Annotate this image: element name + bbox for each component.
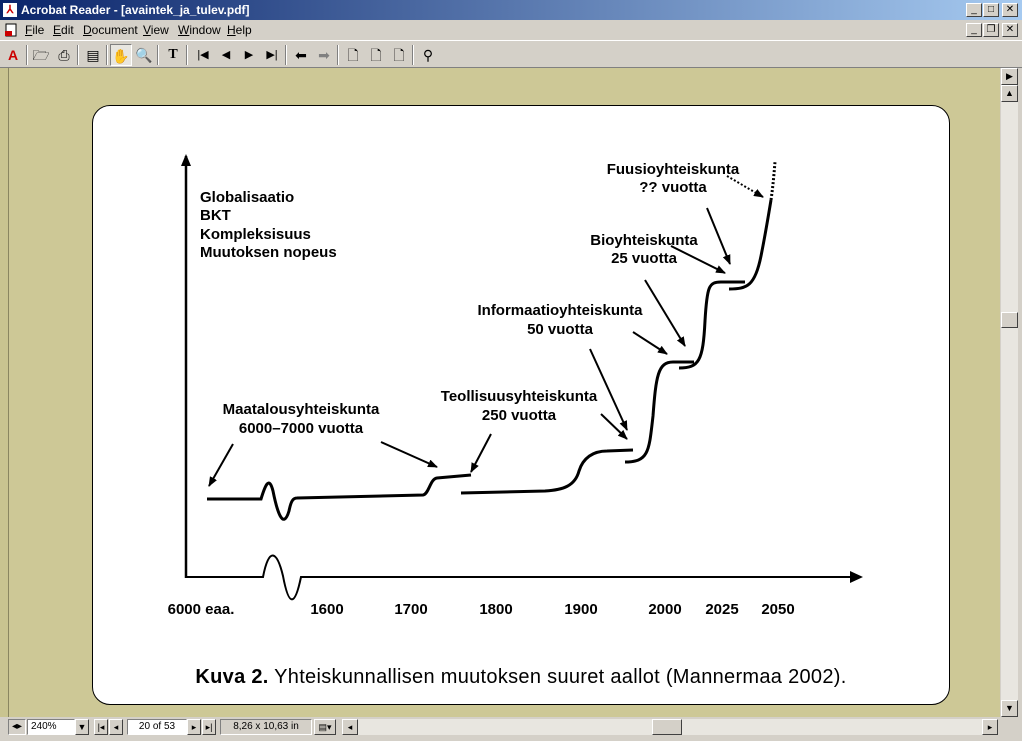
toolbar-separator: [337, 45, 339, 65]
stage-name: Bioyhteiskunta: [590, 232, 698, 249]
horizontal-scroll-thumb[interactable]: [652, 719, 682, 735]
page-number-field[interactable]: 20 of 53: [127, 719, 187, 735]
toolbar-separator: [26, 45, 28, 65]
go-back-icon[interactable]: ⬅: [295, 47, 307, 63]
arrow-bio-start: [645, 280, 685, 346]
arrow-industrial-end: [601, 414, 627, 439]
toolbar-separator: [285, 45, 287, 65]
figure-caption: [93, 666, 949, 689]
split-handle-icon[interactable]: ◂▸: [8, 719, 26, 735]
arrow-fusion-start: [707, 208, 730, 264]
arrow-agricultural-end: [381, 442, 437, 467]
acrobat-app-icon[interactable]: ⅄: [3, 3, 17, 17]
stage-duration: 250 vuotta: [481, 407, 557, 424]
page-layout-icon[interactable]: ▤▾: [314, 719, 336, 735]
arrow-fusion-end: [727, 176, 763, 197]
doc-close-button[interactable]: ✕: [1002, 23, 1018, 37]
open-file-icon[interactable]: 🗁: [32, 47, 50, 63]
doc-restore-button[interactable]: ❐: [983, 23, 999, 37]
document-icon[interactable]: [4, 23, 18, 37]
menu-file[interactable]: File: [25, 23, 45, 37]
stage-duration: 6000–7000 vuotta: [238, 420, 364, 437]
status-bar: [0, 717, 1022, 737]
first-page-icon[interactable]: |◀: [197, 49, 209, 61]
actual-size-icon[interactable]: 🗋: [347, 47, 359, 63]
status-previous-page-icon[interactable]: ◂: [109, 719, 123, 735]
page-right-arrow-icon[interactable]: ▶: [1001, 68, 1018, 85]
hand-tool-icon[interactable]: ✋: [110, 44, 132, 66]
scroll-left-arrow-icon[interactable]: ◂: [342, 719, 358, 735]
menu-help[interactable]: Help: [227, 23, 252, 37]
scroll-down-arrow-icon[interactable]: ▼: [1001, 700, 1018, 717]
document-viewer[interactable]: [0, 68, 1000, 717]
information-curve: [625, 362, 694, 462]
industrial-curve: [461, 450, 633, 493]
arrow-industrial-start: [471, 434, 491, 472]
fusion-curve-dotted: [771, 162, 775, 200]
vertical-scrollbar[interactable]: [1000, 68, 1018, 717]
x-tick-label: 2025: [705, 601, 739, 618]
go-forward-icon[interactable]: ➡: [318, 47, 330, 63]
acrobat-logo-icon[interactable]: A: [7, 47, 19, 63]
stage-name: Informaatioyhteiskunta: [477, 302, 643, 319]
zoom-field[interactable]: 240%: [27, 719, 75, 735]
fusion-curve: [729, 200, 771, 289]
toolbar-separator: [77, 45, 79, 65]
viewer-left-edge: [0, 68, 9, 717]
close-button[interactable]: ✕: [1002, 3, 1018, 17]
doc-minimize-button[interactable]: _: [966, 23, 982, 37]
menu-edit[interactable]: Edit: [53, 23, 74, 37]
show-navigation-pane-icon[interactable]: ▤: [86, 47, 100, 63]
legend-line: Globalisaatio: [200, 189, 295, 206]
agricultural-curve: [207, 475, 471, 519]
scroll-right-arrow-icon[interactable]: ▸: [982, 719, 998, 735]
menu-bar: [0, 20, 1022, 40]
x-tick-label: 6000 eaa.: [167, 601, 235, 618]
x-tick-label: 1700: [394, 601, 428, 618]
y-axis-arrowhead: [181, 154, 191, 166]
toolbar-separator: [186, 45, 188, 65]
stage-name: Teollisuusyhteiskunta: [440, 388, 598, 405]
legend-line: Kompleksisuus: [200, 226, 311, 243]
society-waves-figure: [93, 106, 949, 704]
stage-duration: ?? vuotta: [639, 179, 707, 196]
stage-duration: 50 vuotta: [527, 321, 593, 338]
x-tick-label: 1800: [479, 601, 513, 618]
bio-curve: [679, 282, 745, 368]
status-first-page-icon[interactable]: |◂: [94, 719, 108, 735]
arrow-agricultural-start: [209, 444, 233, 486]
arrow-bio-end: [671, 246, 725, 273]
zoom-tool-icon[interactable]: 🔍: [135, 47, 153, 63]
toolbar-separator: [106, 45, 108, 65]
legend-line: BKT: [200, 207, 231, 224]
text-select-tool-icon[interactable]: T: [168, 47, 178, 62]
arrow-information-end: [633, 332, 667, 354]
x-axis: [186, 555, 853, 599]
x-tick-label: 1600: [310, 601, 344, 618]
status-next-page-icon[interactable]: ▸: [187, 719, 201, 735]
x-tick-label: 2050: [761, 601, 795, 618]
menu-document[interactable]: Document: [83, 23, 138, 37]
find-binoculars-icon[interactable]: ⚲: [422, 47, 434, 63]
status-last-page-icon[interactable]: ▸|: [202, 719, 216, 735]
caption-label: Kuva 2.: [195, 666, 269, 688]
scroll-up-arrow-icon[interactable]: ▲: [1001, 85, 1018, 102]
vertical-scroll-thumb[interactable]: [1001, 312, 1018, 328]
caption-text: Yhteiskunnallisen muutoksen suuret aallot (Mannermaa 2002).: [274, 666, 847, 688]
pdf-page: [92, 105, 950, 705]
menu-view[interactable]: View: [143, 23, 169, 37]
minimize-button[interactable]: _: [966, 3, 982, 17]
horizontal-scrollbar[interactable]: [342, 719, 998, 735]
menu-window[interactable]: Window: [178, 23, 221, 37]
fit-page-icon[interactable]: 🗋: [370, 47, 382, 63]
zoom-dropdown-icon[interactable]: ▼: [75, 719, 89, 735]
legend-line: Muutoksen nopeus: [200, 244, 337, 261]
x-tick-label: 2000: [648, 601, 682, 618]
page-size-field: 8,26 x 10,63 in: [220, 719, 312, 735]
last-page-icon[interactable]: ▶|: [266, 49, 278, 61]
stage-duration: 25 vuotta: [611, 250, 677, 267]
stage-name: Fuusioyhteiskunta: [606, 161, 740, 178]
toolbar-separator: [157, 45, 159, 65]
stage-name: Maatalousyhteiskunta: [222, 401, 380, 418]
toolbar: [0, 40, 1022, 68]
toolbar-separator: [412, 45, 414, 65]
fit-width-icon[interactable]: 🗋: [393, 47, 405, 63]
print-icon[interactable]: ⎙: [58, 47, 70, 63]
x-axis-arrowhead: [850, 571, 863, 583]
previous-page-icon[interactable]: ◀: [221, 49, 231, 61]
x-tick-label: 1900: [564, 601, 598, 618]
maximize-button[interactable]: □: [983, 3, 999, 17]
next-page-icon[interactable]: ▶: [244, 49, 254, 61]
window-title: Acrobat Reader - [avaintek_ja_tulev.pdf]: [21, 3, 250, 17]
title-bar: [0, 0, 1022, 20]
